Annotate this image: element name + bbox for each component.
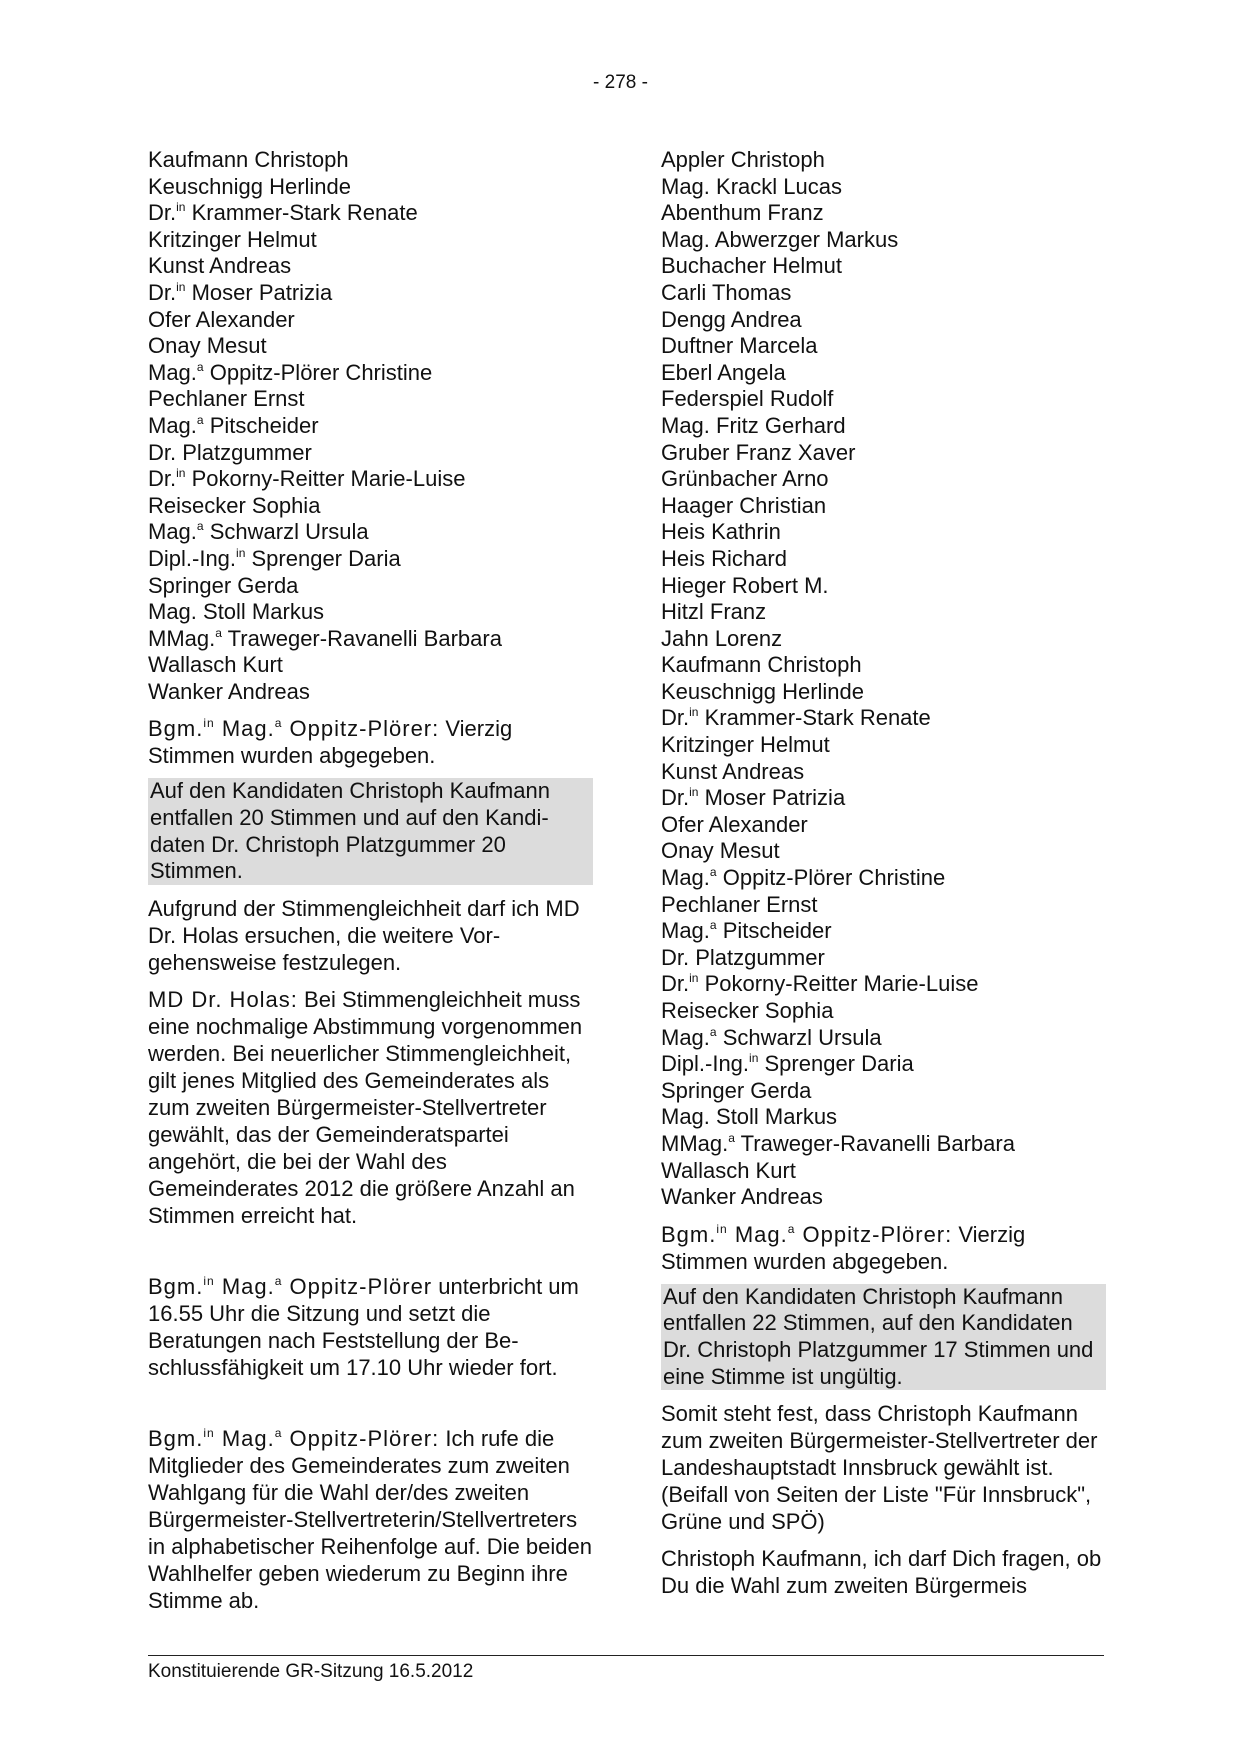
- speaker-label: Bgm.$^{in}$ Mag.$^a$ Oppitz-Plörer:: [148, 716, 440, 742]
- name-list-item: Buchacher Helmut: [661, 253, 842, 279]
- right-result-highlight: Auf den Kandidaten Christoph Kaufmann entfallen 22 Stimmen, auf den Kandidaten Dr. Christoph Platzgummer 17 Stimmen und eine Stimme ist ungültig.: [661, 1284, 1106, 1390]
- name-list-item: Mag.$^a$ Oppitz-Plörer Christine: [661, 865, 946, 891]
- name-list-item: Dr.$^{in}$ Moser Patrizia: [661, 785, 846, 811]
- right-paragraph-question: Christoph Kaufmann, ich darf Dich fragen, ob Du die Wahl zum zweiten Bürgermeis: [661, 1546, 1102, 1599]
- name-list-item: Heis Richard: [661, 545, 787, 571]
- right-paragraph-result: Somit steht fest, dass Christoph Kaufmann zum zweiten Bürgermeister-Stellvertreter der Landeshauptstadt Innsbruck gewählt ist. (Beifall von Seiten der Liste "Für Innsbruck", Grüne und SPÖ): [661, 1401, 1098, 1535]
- name-list-item: Grünbacher Arno: [661, 466, 829, 492]
- left-name-list: [148, 147, 593, 705]
- name-list-item: Gruber Franz Xaver: [661, 439, 856, 465]
- name-list-item: Onay Mesut: [661, 838, 780, 864]
- name-list-item: Dr.$^{in}$ Pokorny-Reitter Marie-Luise: [661, 971, 979, 997]
- name-list-item: Mag. Krackl Lucas: [661, 173, 842, 199]
- name-list-item: Mag. Abwerzger Markus: [661, 226, 899, 252]
- name-list-item: Carli Thomas: [661, 279, 792, 305]
- right-name-list: [661, 147, 1106, 1211]
- speaker-label: MD Dr. Holas:: [148, 986, 298, 1012]
- right-column: [661, 147, 1106, 1599]
- name-list-item: Mag.$^a$ Schwarzl Ursula: [661, 1024, 882, 1050]
- name-list-item: Mag.$^a$ Pitscheider: [148, 412, 319, 438]
- name-list-item: Mag.$^a$ Pitscheider: [661, 918, 832, 944]
- name-list-item: Keuschnigg Herlinde: [661, 678, 865, 704]
- name-list-item: Springer Gerda: [661, 1077, 812, 1103]
- name-list-item: Dr. Platzgummer: [148, 439, 312, 465]
- name-list-item: Dengg Andrea: [661, 306, 802, 332]
- right-paragraph-vote-count: Bgm.$^{in}$ Mag.$^a$ Oppitz-Plörer: Vierzig Stimmen wurden abgegeben.: [661, 1221, 1026, 1274]
- name-list-item: Dipl.-Ing.$^{in}$ Sprenger Daria: [661, 1051, 914, 1077]
- name-list-item: Hieger Robert M.: [661, 572, 829, 598]
- footer-text: Konstituierende GR-Sitzung 16.5.2012: [148, 1661, 474, 1682]
- name-list-item: MMag.$^a$ Traweger-Ravanelli Barbara: [661, 1130, 1015, 1156]
- name-list-item: Wanker Andreas: [661, 1184, 823, 1210]
- left-column: [148, 147, 593, 1614]
- name-list-item: Wanker Andreas: [148, 678, 310, 704]
- footer-rule: [148, 1655, 1104, 1656]
- left-result-highlight: Auf den Kandidaten Christoph Kaufmann entfallen 20 Stimmen und auf den Kandidaten Dr. Christoph Platzgummer 20 Stimmen.: [148, 778, 593, 884]
- name-list-item: MMag.$^a$ Traweger-Ravanelli Barbara: [148, 625, 502, 651]
- name-list-item: Dr. Platzgummer: [661, 944, 825, 970]
- name-list-item: Appler Christoph: [661, 147, 825, 172]
- name-list-item: Mag. Stoll Markus: [661, 1104, 838, 1130]
- name-list-item: Dr.$^{in}$ Krammer-Stark Renate: [148, 200, 418, 226]
- left-paragraph-vote-count: Bgm.$^{in}$ Mag.$^a$ Oppitz-Plörer: Vierzig Stimmen wurden abgegeben.: [148, 716, 513, 769]
- name-list-item: Ofer Alexander: [661, 811, 808, 837]
- name-list-item: Onay Mesut: [148, 333, 267, 359]
- name-list-item: Wallasch Kurt: [661, 1157, 796, 1183]
- name-list-item: Dr.$^{in}$ Pokorny-Reitter Marie-Luise: [148, 466, 466, 492]
- name-list-item: Reisecker Sophia: [148, 492, 321, 518]
- page-number: - 278 -: [593, 72, 648, 93]
- name-list-item: Kunst Andreas: [661, 758, 805, 784]
- name-list-item: Dr.$^{in}$ Krammer-Stark Renate: [661, 705, 931, 731]
- left-paragraph-tie: Aufgrund der Stimmengleichheit darf ich MD Dr. Holas ersuchen, die weitere Vorgehensweise festzulegen.: [148, 895, 580, 975]
- name-list-item: Kunst Andreas: [148, 253, 292, 279]
- speaker-label: Bgm.$^{in}$ Mag.$^a$ Oppitz-Plörer:: [148, 1425, 440, 1451]
- left-paragraph-holas: MD Dr. Holas: Bei Stimmengleichheit muss eine nochmalige Abstimmung vorgenommen werden. Bei neuerlicher Stimmengleichheit, gilt jenes Mitglied des Gemeinderates als zum zweiten Bürgermeister-Stellvertreter gewählt, das der Gemeinderatspartei angehört, die bei der Wahl des Gemeinderates 2012 die größere Anzahl an Stimmen erreicht hat.: [148, 986, 583, 1228]
- name-list-item: Mag.$^a$ Schwarzl Ursula: [148, 519, 369, 545]
- name-list-item: Heis Kathrin: [661, 519, 781, 545]
- name-list-item: Keuschnigg Herlinde: [148, 173, 352, 199]
- left-paragraph-break: Bgm.$^{in}$ Mag.$^a$ Oppitz-Plörer unterbricht um 16.55 Uhr die Sitzung und setzt die Beratungen nach Feststellung der Beschlussfähigkeit um 17.10 Uhr wieder fort.: [148, 1273, 579, 1380]
- name-list-item: Hitzl Franz: [661, 599, 767, 625]
- name-list-item: Mag.$^a$ Oppitz-Plörer Christine: [148, 359, 433, 385]
- name-list-item: Wallasch Kurt: [148, 652, 283, 678]
- name-list-item: Kaufmann Christoph: [148, 147, 349, 172]
- name-list-item: Mag. Stoll Markus: [148, 599, 325, 625]
- name-list-item: Jahn Lorenz: [661, 625, 783, 651]
- name-list-item: Kritzinger Helmut: [661, 732, 830, 758]
- left-paragraph-second-round: Bgm.$^{in}$ Mag.$^a$ Oppitz-Plörer: Ich rufe die Mitglieder des Gemeinderates zum zweiten Wahlgang für die Wahl der/des zweiten Bürgermeister-Stellvertreterin/Stellvertreters in alphabetischer Reihenfolge auf. Die beiden Wahlhelfer geben wiederum zu Beginn ihre Stimme ab.: [148, 1425, 592, 1613]
- name-list-item: Kritzinger Helmut: [148, 226, 317, 252]
- name-list-item: Pechlaner Ernst: [661, 891, 818, 917]
- name-list-item: Haager Christian: [661, 492, 827, 518]
- name-list-item: Dr.$^{in}$ Moser Patrizia: [148, 279, 333, 305]
- name-list-item: Mag. Fritz Gerhard: [661, 412, 846, 438]
- name-list-item: Abenthum Franz: [661, 200, 824, 226]
- name-list-item: Pechlaner Ernst: [148, 386, 305, 412]
- speaker-label: Bgm.$^{in}$ Mag.$^a$ Oppitz-Plörer: [148, 1273, 433, 1299]
- name-list-item: Dipl.-Ing.$^{in}$ Sprenger Daria: [148, 545, 401, 571]
- name-list-item: Kaufmann Christoph: [661, 652, 862, 678]
- name-list-item: Ofer Alexander: [148, 306, 295, 332]
- name-list-item: Eberl Angela: [661, 359, 786, 385]
- name-list-item: Springer Gerda: [148, 572, 299, 598]
- speaker-label: Bgm.$^{in}$ Mag.$^a$ Oppitz-Plörer:: [661, 1221, 953, 1247]
- name-list-item: Duftner Marcela: [661, 333, 818, 359]
- name-list-item: Reisecker Sophia: [661, 998, 834, 1023]
- name-list-item: Federspiel Rudolf: [661, 386, 834, 412]
